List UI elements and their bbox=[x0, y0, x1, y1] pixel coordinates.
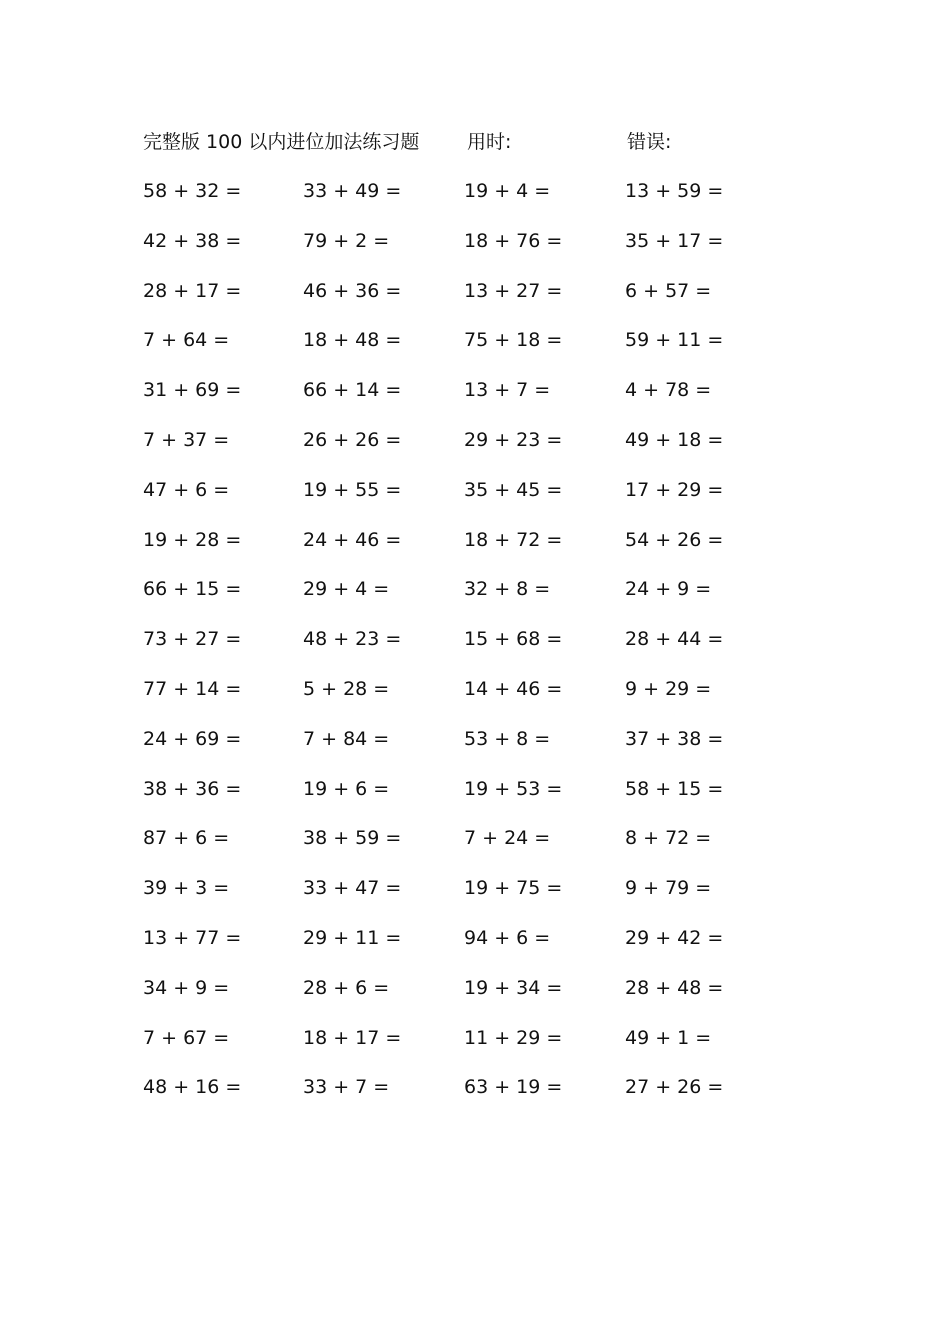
problem-row bbox=[0, 873, 950, 923]
problem-row bbox=[0, 425, 950, 475]
addition-problem: 48 + 23 = bbox=[303, 628, 402, 651]
problem-row bbox=[0, 276, 950, 326]
addition-problem: 66 + 14 = bbox=[303, 379, 402, 402]
addition-problem: 7 + 37 = bbox=[143, 428, 230, 451]
addition-problem: 8 + 72 = bbox=[625, 827, 712, 850]
addition-problem: 29 + 23 = bbox=[464, 428, 563, 451]
addition-problem: 28 + 6 = bbox=[303, 976, 390, 999]
time-used-label: 用时: bbox=[467, 131, 512, 153]
addition-problem: 63 + 19 = bbox=[464, 1076, 563, 1099]
addition-problem: 87 + 6 = bbox=[143, 827, 230, 850]
addition-problem: 54 + 26 = bbox=[625, 528, 724, 551]
addition-problem: 29 + 42 = bbox=[625, 926, 724, 949]
addition-problem: 13 + 27 = bbox=[464, 279, 563, 302]
addition-problem: 18 + 72 = bbox=[464, 528, 563, 551]
addition-problem: 7 + 84 = bbox=[303, 727, 390, 750]
addition-problem: 28 + 17 = bbox=[143, 279, 242, 302]
addition-problem: 33 + 7 = bbox=[303, 1076, 390, 1099]
addition-problem: 19 + 75 = bbox=[464, 877, 563, 900]
problem-row bbox=[0, 525, 950, 575]
addition-problem: 18 + 76 = bbox=[464, 229, 563, 252]
addition-problem: 6 + 57 = bbox=[625, 279, 712, 302]
addition-problem: 13 + 7 = bbox=[464, 379, 551, 402]
addition-problem: 24 + 69 = bbox=[143, 727, 242, 750]
addition-problem: 38 + 59 = bbox=[303, 827, 402, 850]
addition-problem: 35 + 45 = bbox=[464, 478, 563, 501]
problem-row bbox=[0, 375, 950, 425]
addition-problem: 13 + 77 = bbox=[143, 926, 242, 949]
addition-problem: 59 + 11 = bbox=[625, 329, 724, 352]
addition-problem: 19 + 4 = bbox=[464, 180, 551, 202]
problem-row bbox=[0, 774, 950, 824]
addition-problem: 19 + 53 = bbox=[464, 777, 563, 800]
addition-problem: 24 + 9 = bbox=[625, 578, 712, 601]
addition-problem: 32 + 8 = bbox=[464, 578, 551, 601]
addition-problem: 33 + 49 = bbox=[303, 180, 402, 202]
addition-problem: 26 + 26 = bbox=[303, 428, 402, 451]
addition-problem: 47 + 6 = bbox=[143, 478, 230, 501]
worksheet-title: 完整版 100 以内进位加法练习题 bbox=[143, 131, 420, 153]
addition-problem: 28 + 44 = bbox=[625, 628, 724, 651]
addition-problem: 29 + 4 = bbox=[303, 578, 390, 601]
problem-row bbox=[0, 674, 950, 724]
addition-problem: 33 + 47 = bbox=[303, 877, 402, 900]
problem-row bbox=[0, 823, 950, 873]
addition-problem: 19 + 6 = bbox=[303, 777, 390, 800]
addition-problem: 7 + 67 = bbox=[143, 1026, 230, 1049]
addition-problem: 77 + 14 = bbox=[143, 677, 242, 700]
addition-problem: 31 + 69 = bbox=[143, 379, 242, 402]
problem-row bbox=[0, 1023, 950, 1073]
problem-row bbox=[0, 475, 950, 525]
addition-problem: 19 + 55 = bbox=[303, 478, 402, 501]
addition-problem: 53 + 8 = bbox=[464, 727, 551, 750]
addition-problem: 39 + 3 = bbox=[143, 877, 230, 900]
addition-problem: 28 + 48 = bbox=[625, 976, 724, 999]
addition-problem: 9 + 29 = bbox=[625, 677, 712, 700]
addition-problem: 94 + 6 = bbox=[464, 926, 551, 949]
addition-problem: 79 + 2 = bbox=[303, 229, 390, 252]
addition-problem: 37 + 38 = bbox=[625, 727, 724, 750]
problem-row bbox=[0, 724, 950, 774]
addition-problem: 49 + 18 = bbox=[625, 428, 724, 451]
addition-problem: 24 + 46 = bbox=[303, 528, 402, 551]
addition-problem: 15 + 68 = bbox=[464, 628, 563, 651]
addition-problem: 11 + 29 = bbox=[464, 1026, 563, 1049]
addition-problem: 48 + 16 = bbox=[143, 1076, 242, 1099]
addition-problem: 58 + 32 = bbox=[143, 180, 242, 202]
problem-row bbox=[0, 176, 950, 226]
addition-problem: 46 + 36 = bbox=[303, 279, 402, 302]
addition-problem: 66 + 15 = bbox=[143, 578, 242, 601]
addition-problem: 7 + 64 = bbox=[143, 329, 230, 352]
addition-problem: 4 + 78 = bbox=[625, 379, 712, 402]
addition-problem: 27 + 26 = bbox=[625, 1076, 724, 1099]
addition-problem: 13 + 59 = bbox=[625, 180, 724, 202]
problem-row bbox=[0, 1072, 950, 1122]
problem-row bbox=[0, 624, 950, 674]
addition-problem: 18 + 17 = bbox=[303, 1026, 402, 1049]
addition-problem: 38 + 36 = bbox=[143, 777, 242, 800]
worksheet-header bbox=[0, 128, 950, 156]
addition-problem: 9 + 79 = bbox=[625, 877, 712, 900]
error-count-label: 错误: bbox=[627, 131, 672, 153]
addition-problem: 19 + 34 = bbox=[464, 976, 563, 999]
addition-problem: 42 + 38 = bbox=[143, 229, 242, 252]
addition-problem: 7 + 24 = bbox=[464, 827, 551, 850]
problem-row bbox=[0, 226, 950, 276]
addition-problem: 29 + 11 = bbox=[303, 926, 402, 949]
problem-row bbox=[0, 325, 950, 375]
problem-grid bbox=[0, 176, 950, 1122]
problem-row bbox=[0, 923, 950, 973]
addition-problem: 17 + 29 = bbox=[625, 478, 724, 501]
problem-row bbox=[0, 574, 950, 624]
addition-problem: 49 + 1 = bbox=[625, 1026, 712, 1049]
addition-problem: 5 + 28 = bbox=[303, 677, 390, 700]
addition-problem: 58 + 15 = bbox=[625, 777, 724, 800]
problem-row bbox=[0, 973, 950, 1023]
addition-problem: 34 + 9 = bbox=[143, 976, 230, 999]
addition-problem: 35 + 17 = bbox=[625, 229, 724, 252]
addition-problem: 18 + 48 = bbox=[303, 329, 402, 352]
addition-problem: 75 + 18 = bbox=[464, 329, 563, 352]
addition-problem: 73 + 27 = bbox=[143, 628, 242, 651]
addition-problem: 19 + 28 = bbox=[143, 528, 242, 551]
addition-problem: 14 + 46 = bbox=[464, 677, 563, 700]
